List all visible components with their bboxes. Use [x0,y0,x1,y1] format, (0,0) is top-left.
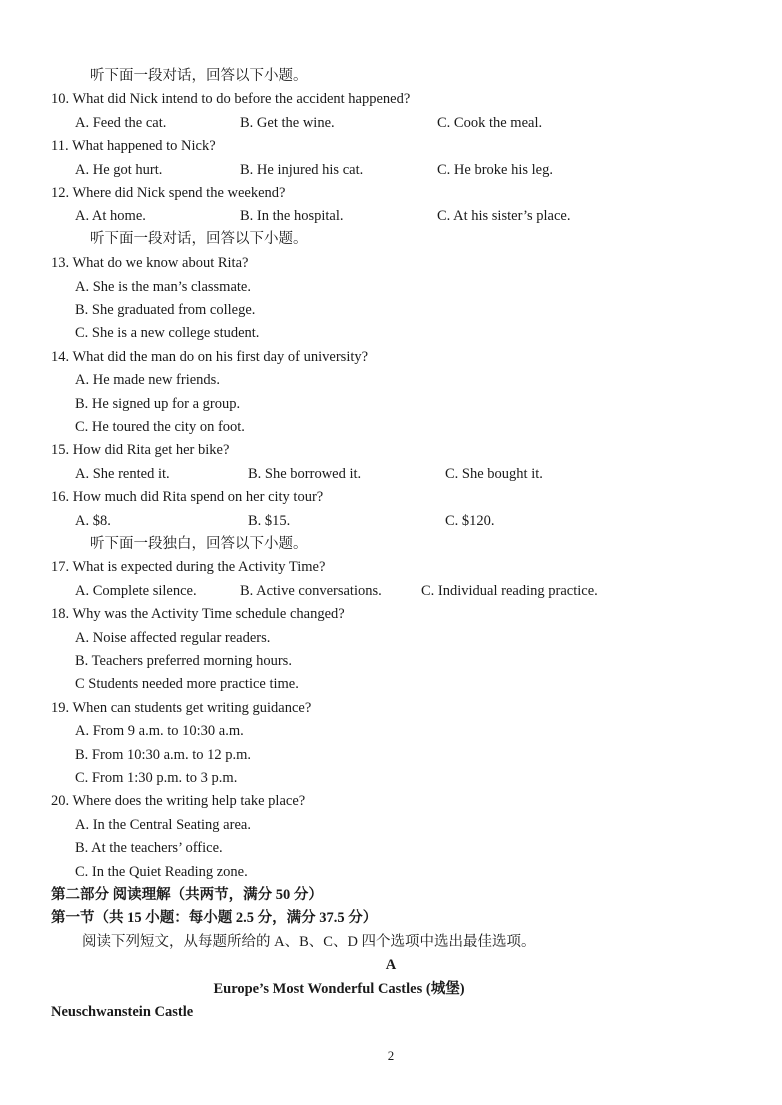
q20-option-c: C. In the Quiet Reading zone. [75,864,248,880]
q10-option-c: C. Cook the meal. [437,115,543,131]
q15-option-c: C. She bought it. [445,466,543,482]
q18-option-a: A. Noise affected regular readers. [75,630,271,646]
q14-option-b: B. He signed up for a group. [75,396,241,412]
question-17: 17. What is expected during the Activity Time? [51,559,326,575]
q19-option-c: C. From 1:30 p.m. to 3 p.m. [75,770,238,786]
q12-option-b: B. In the hospital. [240,208,344,224]
q20-option-a: A. In the Central Seating area. [75,817,251,833]
q11-option-c: C. He broke his leg. [437,162,553,178]
monologue-instruction: 听下面一段独白，回答以下小题。 [90,536,308,552]
dialogue-instruction-1: 听下面一段对话，回答以下小题。 [90,68,308,84]
q10-option-b: B. Get the wine. [240,115,335,131]
q11-option-a: A. He got hurt. [75,162,163,178]
q16-option-a: A. $8. [75,513,111,529]
q15-option-a: A. She rented it. [75,466,170,482]
section1-title: 第一节（共 15 小题：每小题 2.5 分，满分 37.5 分） [51,910,378,926]
q19-option-b: B. From 10:30 a.m. to 12 p.m. [75,747,252,763]
q16-option-b: B. $15. [248,513,291,529]
question-19: 19. When can students get writing guidance? [51,700,312,716]
question-11: 11. What happened to Nick? [51,138,216,154]
q20-option-b: B. At the teachers’ office. [75,840,223,856]
q12-option-c: C. At his sister’s place. [437,208,571,224]
dialogue-instruction-2: 听下面一段对话，回答以下小题。 [90,231,308,247]
question-15: 15. How did Rita get her bike? [51,442,230,458]
question-18: 18. Why was the Activity Time schedule changed? [51,606,345,622]
q16-option-c: C. $120. [445,513,495,529]
page-number: 2 [387,1048,395,1063]
passage-letter: A [385,957,397,973]
q14-option-c: C. He toured the city on foot. [75,419,245,435]
q13-option-a: A. She is the man’s classmate. [75,279,251,295]
passage-title: Europe’s Most Wonderful Castles (城堡) [213,981,465,997]
question-14: 14. What did the man do on his first day of university? [51,349,369,365]
q17-option-b: B. Active conversations. [240,583,382,599]
q18-option-b: B. Teachers preferred morning hours. [75,653,292,669]
q18-option-c: C Students needed more practice time. [75,676,299,692]
q13-option-b: B. She graduated from college. [75,302,256,318]
question-12: 12. Where did Nick spend the weekend? [51,185,286,201]
q17-option-a: A. Complete silence. [75,583,197,599]
question-13: 13. What do we know about Rita? [51,255,249,271]
question-10: 10. What did Nick intend to do before the accident happened? [51,91,411,107]
part2-title: 第二部分 阅读理解（共两节，满分 50 分） [51,887,323,903]
q14-option-a: A. He made new friends. [75,372,220,388]
q17-option-c: C. Individual reading practice. [421,583,598,599]
q12-option-a: A. At home. [75,208,146,224]
q13-option-c: C. She is a new college student. [75,325,260,341]
q19-option-a: A. From 9 a.m. to 10:30 a.m. [75,723,244,739]
question-16: 16. How much did Rita spend on her city tour? [51,489,324,505]
q15-option-b: B. She borrowed it. [248,466,362,482]
question-20: 20. Where does the writing help take place? [51,793,306,809]
reading-instruction: 阅读下列短文，从每题所给的 A、B、C、D 四个选项中选出最佳选项。 [82,934,536,950]
q11-option-b: B. He injured his cat. [240,162,364,178]
section-heading: Neuschwanstein Castle [51,1004,194,1020]
q10-option-a: A. Feed the cat. [75,115,167,131]
